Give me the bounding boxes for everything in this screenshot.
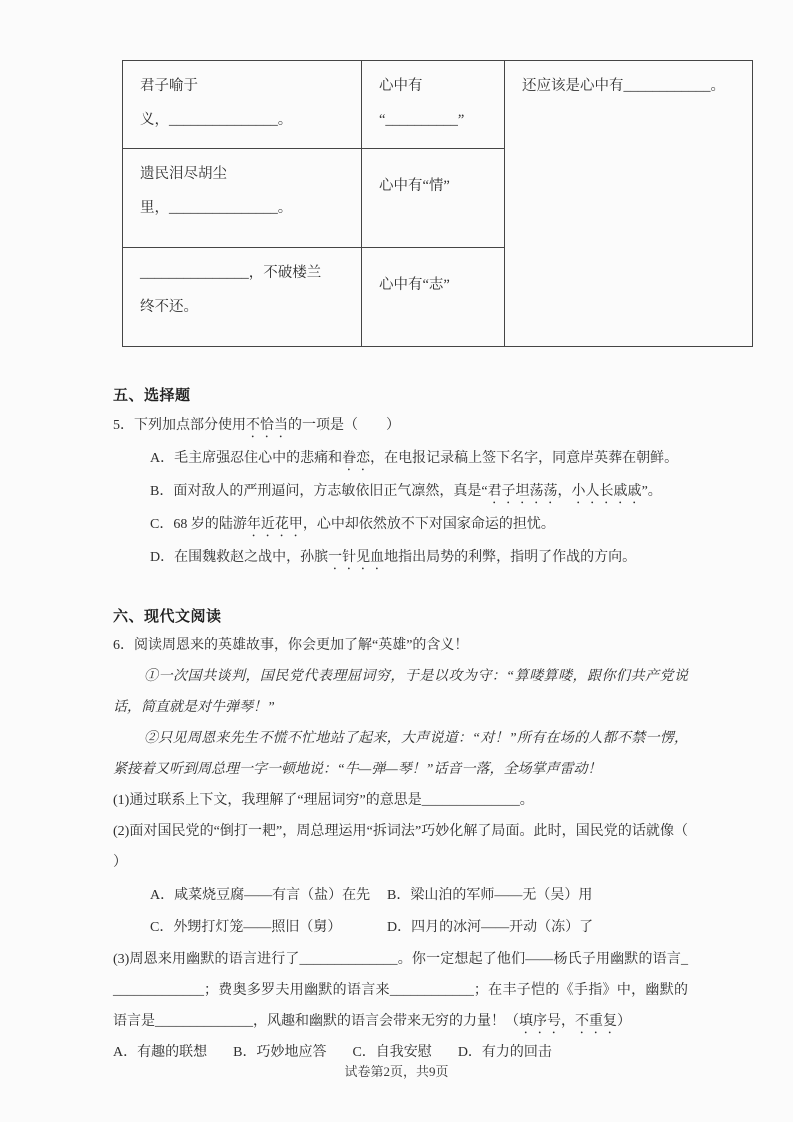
q6-3-option-d: D．有力的回击 xyxy=(457,1045,552,1060)
option-b-emphasis: 君子坦荡荡，小人长戚戚 xyxy=(487,484,642,499)
question-5-option-d xyxy=(113,541,688,574)
option-d-emphasis: 一针见血 xyxy=(328,550,385,565)
question-6-2-options xyxy=(150,880,688,944)
question-5-prompt-tail: 的一项是（ ） xyxy=(288,418,400,433)
question-5-option-a xyxy=(113,442,688,475)
question-5 xyxy=(113,409,688,574)
question-6-intro: 6．阅读周恩来的英雄故事，你会更加了解“英雄”的含义！ xyxy=(113,638,469,653)
q6-3-option-a: A．有趣的联想 xyxy=(113,1045,208,1060)
poem-3-line-2: 终不还。 xyxy=(140,299,198,315)
option-d-text: D．在围魏救赵之战中，孙膑 xyxy=(150,550,329,565)
q6-2-option-b: B．梁山泊的军师——无（吴）用 xyxy=(387,888,593,903)
section-5-title: 五、选择题 xyxy=(113,387,191,404)
theme-3-line: 心中有“志” xyxy=(379,277,450,293)
question-6-3 xyxy=(113,944,688,1037)
conclusion-text: 还应该是心中有____________。 xyxy=(522,78,725,94)
table-cell-poem-1 xyxy=(123,61,362,149)
option-d-tail: 地指出局势的利弊，指明了作战的方向。 xyxy=(384,550,637,565)
poem-1-line-2: 义，_______________。 xyxy=(140,112,293,128)
poem-2-line-1: 遗民泪尽胡尘 xyxy=(140,166,227,182)
reading-paragraph-1: ①一次国共谈判，国民党代表理屈词穷，于是以攻为守：“算喽算喽，跟你们共产党说话，简直就是对牛弹琴！” xyxy=(113,669,688,715)
option-a-tail: ，在电报记录稿上签下名字，同意岸英葬在朝鲜。 xyxy=(370,451,679,466)
q6-3-option-c: C．自我安慰 xyxy=(352,1045,432,1060)
poem-2-line-2: 里，_______________。 xyxy=(140,200,293,216)
question-5-emphasis: 不恰当 xyxy=(246,418,288,433)
table-cell-poem-3 xyxy=(123,248,362,347)
poem-1-line-1: 君子喻于 xyxy=(140,78,198,94)
page-number-footer: 试卷第2页，共9页 xyxy=(344,1064,449,1079)
section-6-title: 六、现代文阅读 xyxy=(113,608,222,625)
option-c-text: C．68 岁的陆游 xyxy=(150,517,247,532)
table-row xyxy=(123,61,753,149)
reading-paragraph-2: ②只见周恩来先生不慌不忙地站了起来，大声说道：“对！”所有在场的人都不禁一愣，紧接着又听到周总理一字一顿地说：“牛—弹—琴！”话音一落，全场掌声雷动！ xyxy=(113,731,688,777)
theme-1-line-2: “__________” xyxy=(379,112,465,128)
option-a-text: A．毛主席强忍住心中的悲痛和 xyxy=(150,451,343,466)
question-6-1: (1)通过联系上下文，我理解了“理屈词穷”的意思是______________。 xyxy=(113,793,534,808)
question-6-2: (2)面对国民党的“倒打一耙”，周总理运用“拆词法”巧妙化解了局面。此时，国民党的话就像（ ） xyxy=(113,824,716,870)
page-content xyxy=(113,0,725,1068)
question-5-option-b xyxy=(113,475,688,508)
q6-2-option-c: C．外甥打灯笼——照旧（舅） xyxy=(150,920,342,935)
theme-2-line: 心中有“情” xyxy=(379,178,450,194)
q6-3-tail: ） xyxy=(617,1014,631,1029)
option-a-emphasis: 眷恋 xyxy=(342,451,371,466)
theme-1-line-1: 心中有 xyxy=(379,78,423,94)
table-cell-theme-1 xyxy=(362,61,505,149)
poem-fill-table xyxy=(122,60,753,347)
table-cell-poem-2 xyxy=(123,149,362,248)
q6-3-option-b: B．巧妙地应答 xyxy=(233,1045,327,1060)
table-cell-conclusion xyxy=(505,61,753,347)
table-cell-theme-2 xyxy=(362,149,505,248)
option-c-tail: ，心中却依然放不下对国家命运的担忧。 xyxy=(302,517,555,532)
q6-2-option-a: A．咸菜烧豆腐——有言（盐）在先 xyxy=(150,888,371,903)
option-b-tail: ”。 xyxy=(641,484,662,499)
question-5-prompt-text: 5．下列加点部分使用 xyxy=(113,418,246,433)
q6-3-emphasis: 填序号，不重复 xyxy=(519,1014,617,1029)
q6-2-option-d: D．四月的冰河——开动（冻）了 xyxy=(387,920,594,935)
option-c-emphasis: 年近花甲 xyxy=(246,517,303,532)
question-5-prompt xyxy=(113,409,688,442)
question-5-option-c xyxy=(113,508,688,541)
table-cell-theme-3 xyxy=(362,248,505,347)
question-6 xyxy=(113,630,716,1068)
option-b-text: B．面对敌人的严刑逼问，方志敏依旧正气凛然，真是“ xyxy=(150,484,488,499)
q6-3-text: (3)周恩来用幽默的语言进行了______________。你一定想起了他们——杨氏子用幽默的语言______________；费奥多罗夫用幽默的语言来____________；在丰子恺的《手指》中，幽默的语言是______________，风趣和幽默的语言会带来无穷的力量！（ xyxy=(113,952,688,1029)
poem-3-line-1: _______________，不破楼兰 xyxy=(140,265,322,281)
